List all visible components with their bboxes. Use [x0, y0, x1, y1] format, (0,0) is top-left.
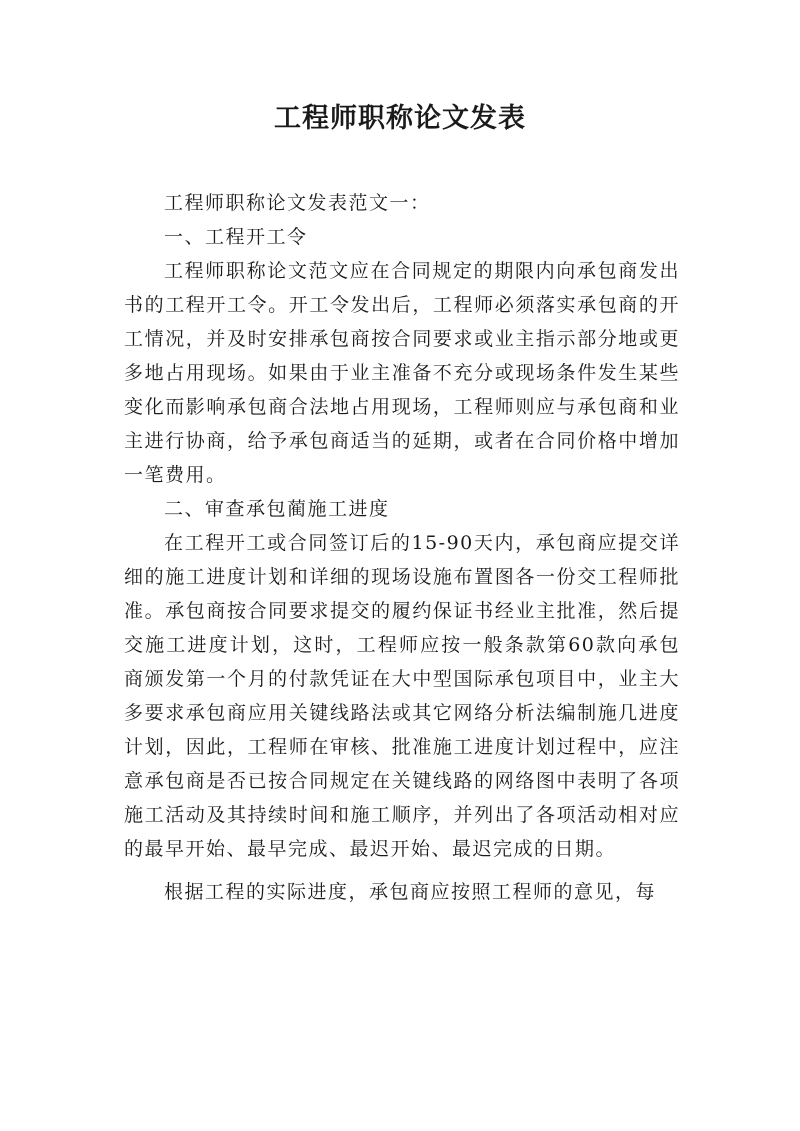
paragraph-1: 工程师职称论文范文应在合同规定的期限内向承包商发出书的工程开工令。开工令发出后，工程师必须落实承包商的开工情况，并及时安排承包商按合同要求或业主指示部分地或更多地占用现场。如果由于业主准备不充分或现场条件发生某些变化而影响承包商合法地占用现场，工程师则应与承包商和业主进行协商，给予承包商适当的延期，或者在合同价格中增加一笔费用。	[124, 260, 680, 486]
section-heading-2: 二、审查承包蔺施工进度	[164, 498, 390, 520]
section-heading-1: 一、工程开工令	[164, 226, 308, 248]
page-title: 工程师职称论文发表	[274, 103, 526, 134]
document-body	[124, 186, 680, 909]
intro-line: 工程师职称论文发表范文一：	[164, 192, 431, 214]
paragraph-3: 根据工程的实际进度，承包商应按照工程师的意见，每	[164, 881, 657, 903]
paragraph-2: 在工程开工或合同签订后的15-90天内，承包商应提交详细的施工进度计划和详细的现场设施布置图各一份交工程师批准。承包商按合同要求提交的履约保证书经业主批准，然后提交施工进度计划，这时，工程师应按一般条款第60款向承包商颁发第一个月的付款凭证在大中型国际承包项目中，业主大多要求承包商应用关键线路法或其它网络分析法编制施几进度计划，因此，工程师在审核、批准施工进度计划过程中，应注意承包商是否已按合同规定在关键线路的网络图中表明了各项施工活动及其持续时间和施工顺序，并列出了各项活动相对应的最早开始、最早完成、最迟开始、最迟完成的日期。	[124, 532, 680, 860]
